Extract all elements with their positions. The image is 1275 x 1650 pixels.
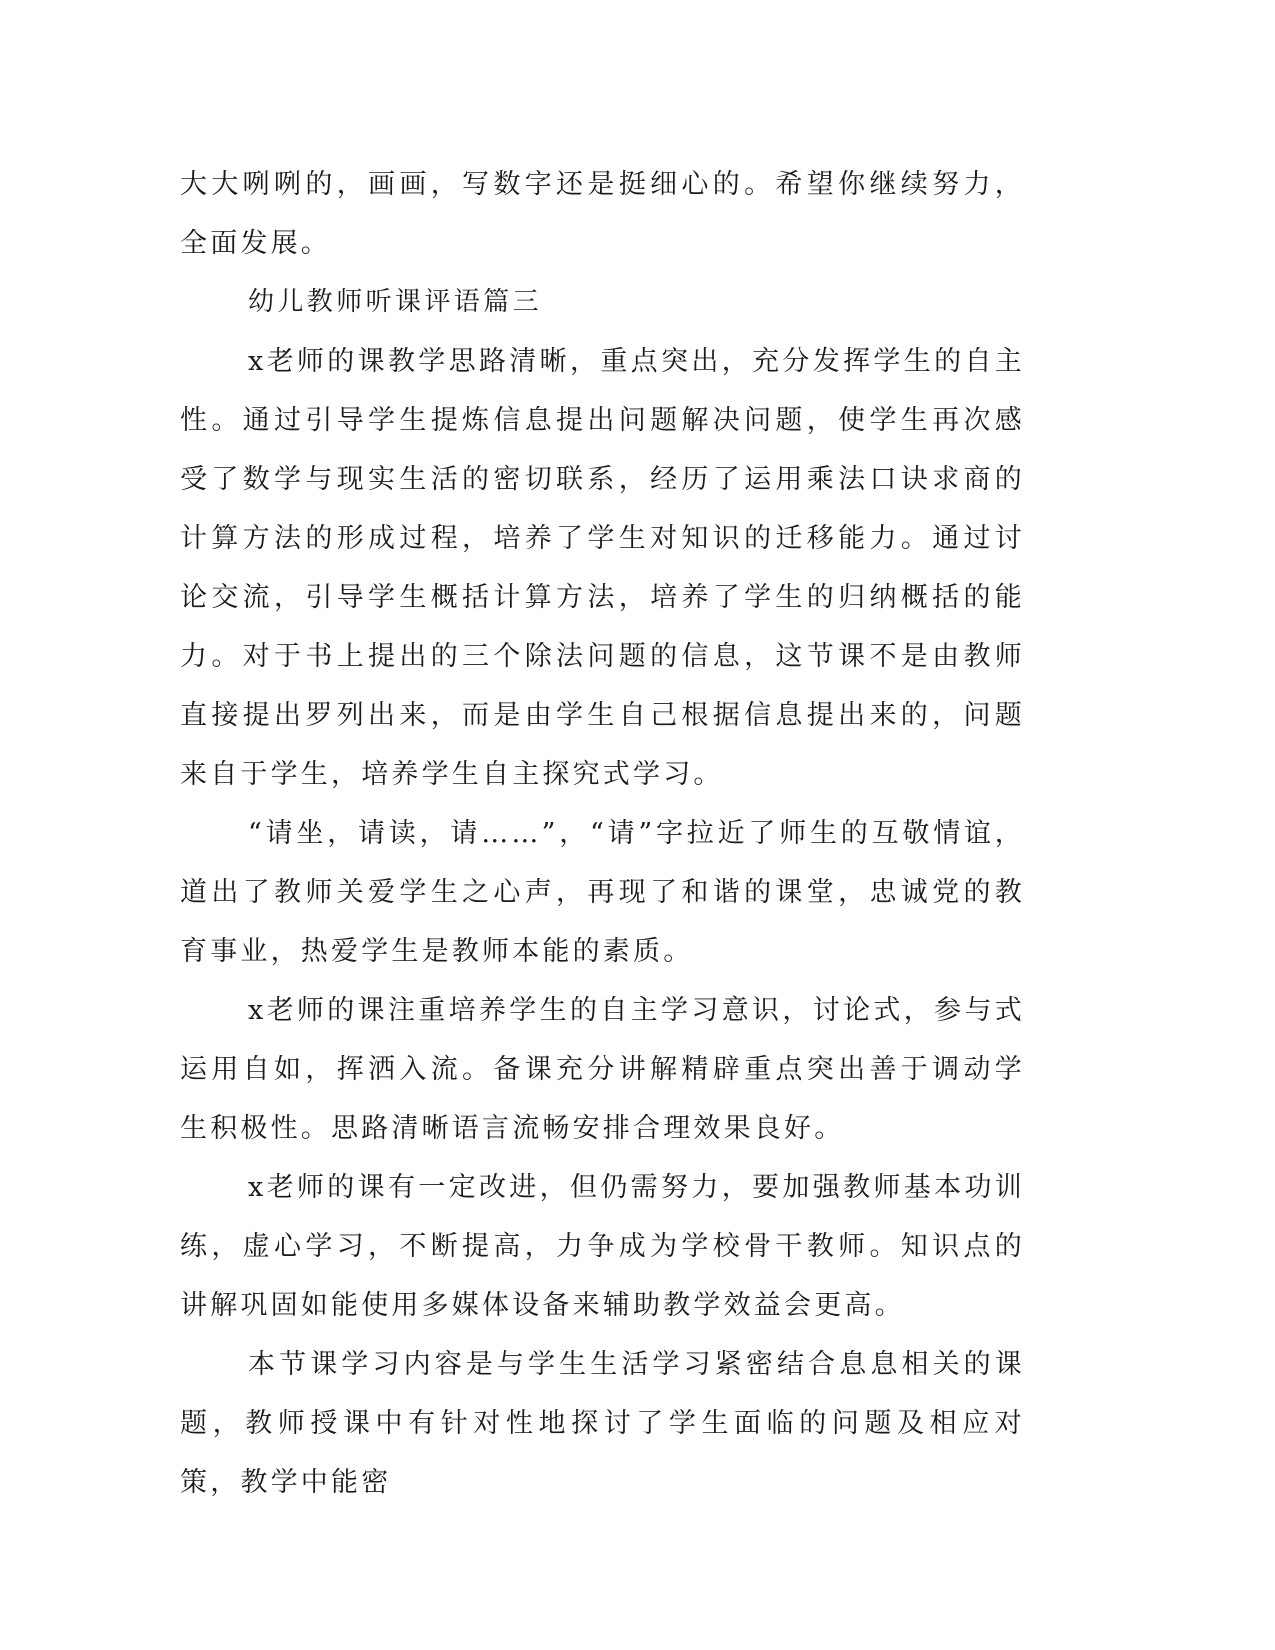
- paragraph: x老师的课教学思路清晰，重点突出，充分发挥学生的自主性。通过引导学生提炼信息提出问题解决问题，使学生再次感受了数学与现实生活的密切联系，经历了运用乘法口诀求商的计算方法的形成过程，培养了学生对知识的迁移能力。通过讨论交流，引导学生概括计算方法，培养了学生的归纳概括的能力。对于书上提出的三个除法问题的信息，这节课不是由教师直接提出罗列出来，而是由学生自己根据信息提出来的，问题来自于学生，培养学生自主探究式学习。: [180, 346, 1025, 790]
- document-body: [180, 155, 1025, 1512]
- paragraph: 本节课学习内容是与学生生活学习紧密结合息息相关的课题，教师授课中有针对性地探讨了学生面临的问题及相应对策，教学中能密: [180, 1349, 1025, 1498]
- paragraph: x老师的课注重培养学生的自主学习意识，讨论式，参与式运用自如，挥洒入流。备课充分讲解精辟重点突出善于调动学生积极性。思路清晰语言流畅安排合理效果良好。: [180, 995, 1025, 1144]
- paragraph: x老师的课有一定改进，但仍需努力，要加强教师基本功训练，虚心学习，不断提高，力争成为学校骨干教师。知识点的讲解巩固如能使用多媒体设备来辅助教学效益会更高。: [180, 1172, 1025, 1321]
- section-heading: 幼儿教师听课评语篇三: [248, 287, 543, 317]
- paragraph-continuation: 大大咧咧的，画画，写数字还是挺细心的。希望你继续努力，全面发展。: [180, 169, 1025, 259]
- paragraph: “请坐，请读，请……”，“请”字拉近了师生的互敬情谊，道出了教师关爱学生之心声，再现了和谐的课堂，忠诚党的教育事业，热爱学生是教师本能的素质。: [180, 818, 1025, 967]
